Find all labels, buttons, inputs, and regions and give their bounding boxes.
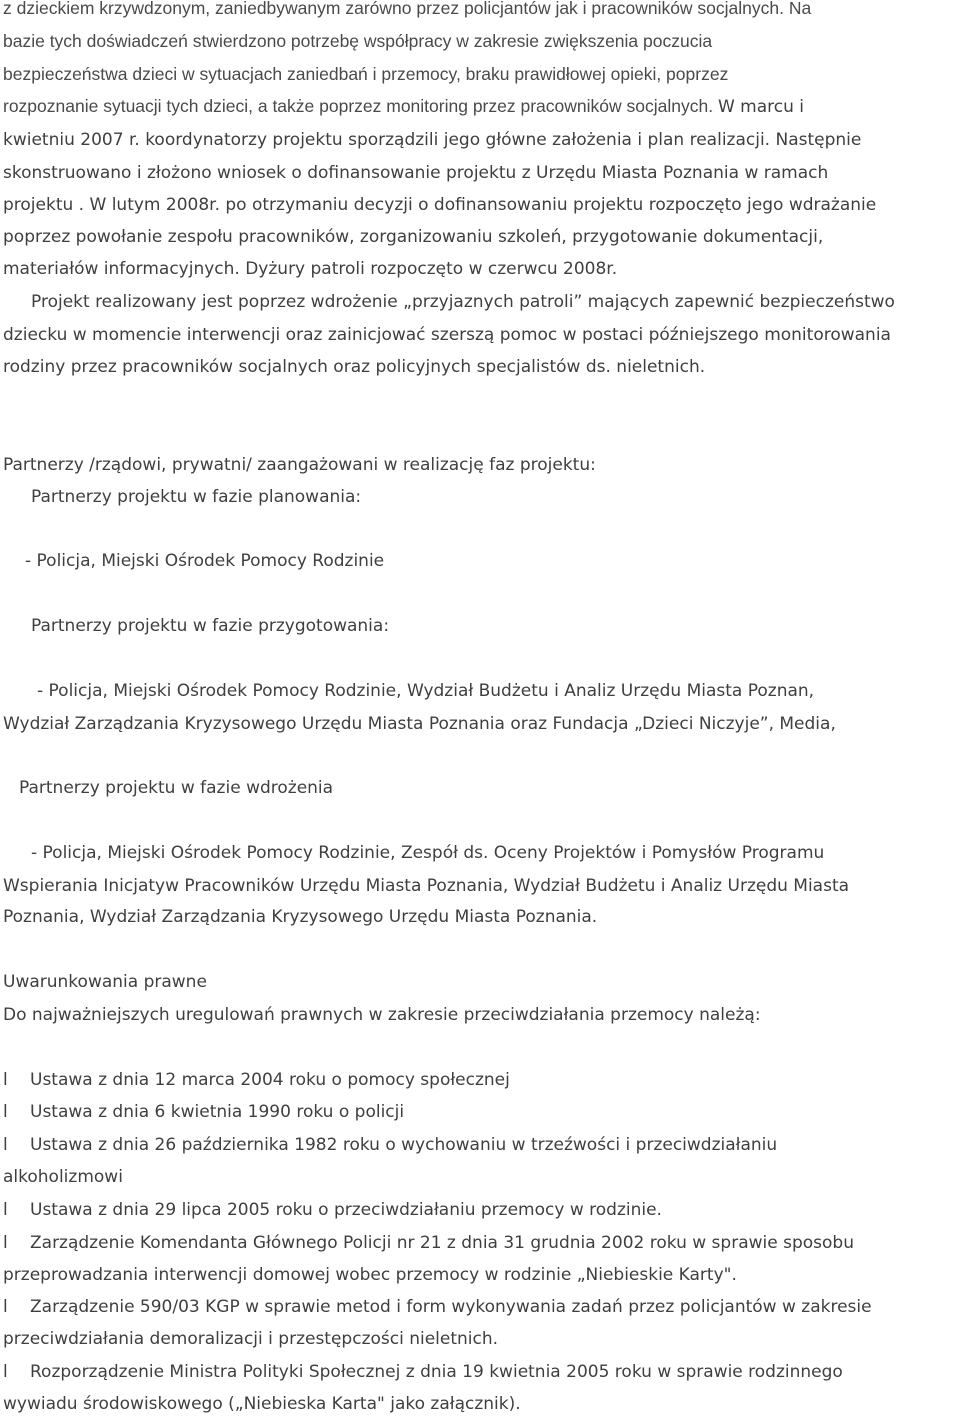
legal-item-text: Rozporządzenie Ministra Polityki Społecznej z dnia 19 kwietnia 2005 roku w sprawie rodzinnego	[30, 1362, 843, 1382]
implementation-phase-list-line-2: Wspierania Inicjatyw Pracowników Urzędu Miasta Poznania, Wydział Budżetu i Analiz Urzędu Miasta	[3, 876, 850, 896]
bullet-marker: l	[3, 1135, 8, 1155]
legal-item	[3, 1102, 404, 1122]
preparation-phase-list-line-1: - Policja, Miejski Ośrodek Pomocy Rodzinie, Wydział Budżetu i Analiz Urzędu Miasta Poznan,	[37, 681, 815, 701]
paragraph1-line-7: projektu . W lutym 2008r. po otrzymaniu decyzji o dofinansowaniu projektu rozpoczęto jego wdrażanie	[3, 195, 877, 215]
legal-intro: Do najważniejszych uregulowań prawnych w zakresie przeciwdziałania przemocy należą:	[3, 1005, 761, 1025]
bullet-marker: l	[3, 1233, 8, 1253]
legal-item	[3, 1135, 777, 1155]
implementation-phase-list-line-1: - Policja, Miejski Ośrodek Pomocy Rodzinie, Zespół ds. Oceny Projektów i Pomysłów Programu	[31, 843, 825, 863]
legal-item-continuation: przeciwdziałania demoralizacji i przestępczości nieletnich.	[3, 1329, 499, 1349]
legal-item	[3, 1233, 854, 1253]
paragraph1-line-5	[3, 130, 861, 150]
implementation-phase-title: Partnerzy projektu w fazie wdrożenia	[19, 778, 334, 798]
legal-item-text: Ustawa z dnia 6 kwietnia 1990 roku o policji	[30, 1102, 405, 1122]
paragraph2-line-3: rodziny przez pracowników socjalnych oraz policyjnych specjalistów ds. nieletnich.	[3, 357, 706, 377]
paragraph1-line-4	[3, 96, 804, 117]
legal-item-text: Zarządzenie 590/03 KGP w sprawie metod i form wykonywania zadań przez policjantów w zakresie	[30, 1297, 872, 1317]
paragraph1-line-2: bazie tych doświadczeń stwierdzono potrzebę współpracy w zakresie zwiększenia poczucia	[3, 31, 713, 51]
legal-item-text: Ustawa z dnia 12 marca 2004 roku o pomocy społecznej	[30, 1070, 510, 1090]
bullet-marker: l	[3, 1070, 8, 1090]
paragraph1-line-5-text: koordynatorzy projektu sporządzili jego główne założenia i plan realizacji. Następnie	[145, 130, 862, 150]
legal-item	[3, 1070, 510, 1090]
legal-item-continuation: wywiadu środowiskowego („Niebieska Karta" jako załącznik).	[3, 1394, 521, 1414]
bullet-marker: l	[3, 1297, 8, 1317]
paragraph1-line-9: materiałów informacyjnych. Dyżury patroli rozpoczęto w czerwcu 2008r.	[3, 259, 618, 279]
paragraph2-line-1: Projekt realizowany jest poprzez wdrożenie „przyjaznych patroli” mających zapewnić bezpieczeństwo	[31, 292, 895, 312]
paragraph1-line-1: z dzieckiem krzywdzonym, zaniedbywanym zarówno przez policjantów jak i pracowników socjalnych. Na	[3, 0, 812, 18]
implementation-phase-list-line-3: Poznania, Wydział Zarządzania Kryzysowego Urzędu Miasta Poznania.	[3, 907, 598, 927]
legal-item	[3, 1297, 872, 1317]
legal-item-continuation: przeprowadzania interwencji domowej wobec przemocy w rodzinie „Niebieskie Karty".	[3, 1265, 737, 1285]
legal-section-title: Uwarunkowania prawne	[3, 972, 207, 992]
legal-item-text: Zarządzenie Komendanta Głównego Policji nr 21 z dnia 31 grudnia 2002 roku w sprawie sposobu	[30, 1233, 854, 1253]
preparation-phase-list-line-2: Wydział Zarządzania Kryzysowego Urzędu Miasta Poznania oraz Fundacja „Dzieci Niczyje”, Media,	[3, 714, 836, 734]
paragraph1-line-4-tail: W marcu i	[717, 97, 804, 117]
bullet-marker: l	[3, 1362, 8, 1382]
legal-item-text: Ustawa z dnia 29 lipca 2005 roku o przeciwdziałaniu przemocy w rodzinie.	[30, 1200, 662, 1220]
preparation-phase-title: Partnerzy projektu w fazie przygotowania:	[31, 616, 390, 636]
bullet-marker: l	[3, 1200, 8, 1220]
legal-item-text: Ustawa z dnia 26 października 1982 roku o wychowaniu w trzeźwości i przeciwdziałaniu	[30, 1135, 778, 1155]
planning-phase-list: - Policja, Miejski Ośrodek Pomocy Rodzinie	[25, 551, 385, 571]
paragraph1-line-5-head: kwietniu 2007 r.	[3, 130, 140, 150]
partners-heading: Partnerzy /rządowi, prywatni/ zaangażowani w realizację faz projektu:	[3, 455, 596, 475]
paragraph1-line-6: skonstruowano i złożono wniosek o dofinansowanie projektu z Urzędu Miasta Poznania w ramach	[3, 163, 829, 183]
legal-item	[3, 1200, 662, 1220]
paragraph2-line-2: dziecku w momencie interwencji oraz zainicjować szerszą pomoc w postaci późniejszego monitorowania	[3, 325, 891, 345]
bullet-marker: l	[3, 1102, 8, 1122]
paragraph1-line-4-text: rozpoznanie sytuacji tych dzieci, a także poprzez monitoring przez pracowników socjalnych.	[3, 96, 714, 116]
paragraph1-line-3: bezpieczeństwa dzieci w sytuacjach zaniedbań i przemocy, braku prawidłowej opieki, poprzez	[3, 64, 729, 84]
planning-phase-title: Partnerzy projektu w fazie planowania:	[31, 487, 362, 507]
legal-item	[3, 1362, 843, 1382]
paragraph1-line-8: poprzez powołanie zespołu pracowników, zorganizowaniu szkoleń, przygotowanie dokumentacji,	[3, 227, 824, 247]
legal-item-continuation: alkoholizmowi	[3, 1167, 123, 1187]
